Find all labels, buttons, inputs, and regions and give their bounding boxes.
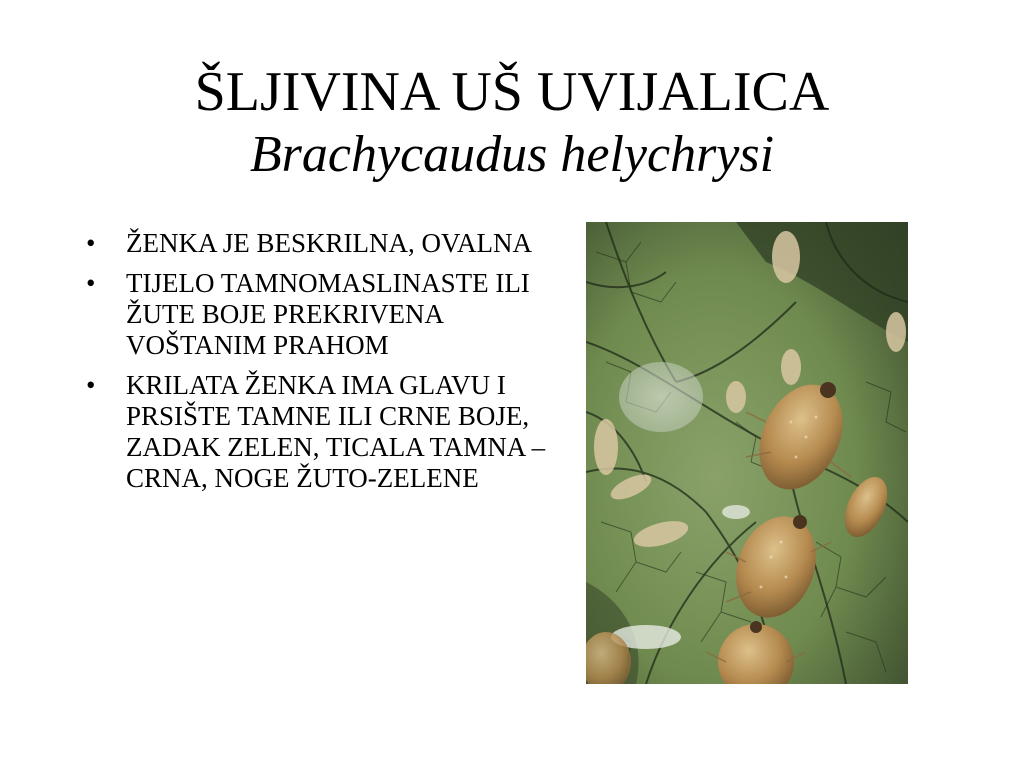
bullet-list	[86, 228, 556, 503]
aphid-colony-photo	[586, 222, 908, 684]
aphid-colony-on-leaf-photo-icon	[586, 222, 908, 684]
bullet-text: KRILATA ŽENKA IMA GLAVU I PRSIŠTE TAMNE ILI CRNE BOJE, ZADAK ZELEN, TICALA TAMNA – CRNA, NOGE ŽUTO-ZELENE	[126, 370, 546, 493]
bullet-item	[86, 370, 556, 494]
bullet-text: ŽENKA JE BESKRILNA, OVALNA	[126, 228, 533, 258]
slide-title	[0, 60, 1024, 186]
bullet-item	[86, 228, 556, 259]
bullet-glyph: •	[86, 268, 96, 298]
bullet-glyph: •	[86, 228, 96, 258]
bullet-text: TIJELO TAMNOMASLINASTE ILI ŽUTE BOJE PREKRIVENA VOŠTANIM PRAHOM	[126, 268, 530, 360]
bullet-glyph: •	[86, 370, 96, 400]
species-subtitle: Brachycaudus helychrysi	[249, 125, 775, 183]
title-text: ŠLJIVINA UŠ UVIJALICA	[194, 60, 830, 123]
bullet-item	[86, 268, 556, 361]
